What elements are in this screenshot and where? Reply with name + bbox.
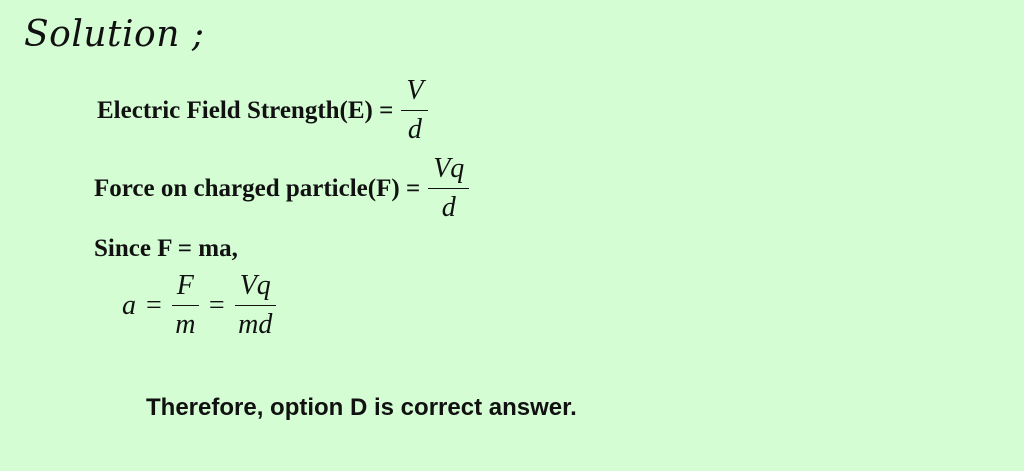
- electric-field-numerator: V: [401, 74, 428, 111]
- vq-over-md-numerator: Vq: [235, 269, 276, 306]
- force-fraction: [428, 152, 469, 225]
- since-line: Since F = ma,: [94, 235, 238, 262]
- electric-field-line: [97, 74, 428, 147]
- electric-field-denominator: d: [407, 114, 422, 145]
- force-numerator: Vq: [428, 152, 469, 189]
- acceleration-equation: [122, 269, 276, 342]
- solution-heading: Solution ;: [24, 14, 205, 55]
- vq-over-md-denominator: md: [238, 309, 273, 340]
- force-over-mass-numerator: F: [172, 269, 199, 306]
- equals-sign: =: [146, 289, 162, 321]
- force-over-mass-denominator: m: [175, 309, 196, 340]
- answer-statement: Therefore, option D is correct answer.: [146, 394, 577, 421]
- vq-over-md-fraction: [235, 269, 276, 342]
- equals-sign: =: [208, 289, 225, 321]
- acceleration-symbol: a: [122, 289, 136, 321]
- force-label: Force on charged particle(F) =: [94, 174, 421, 202]
- electric-field-label: Electric Field Strength(E) =: [97, 96, 394, 124]
- electric-field-fraction: [401, 74, 428, 147]
- force-denominator: d: [441, 192, 456, 223]
- force-over-mass-fraction: [172, 269, 199, 342]
- force-line: [94, 152, 469, 225]
